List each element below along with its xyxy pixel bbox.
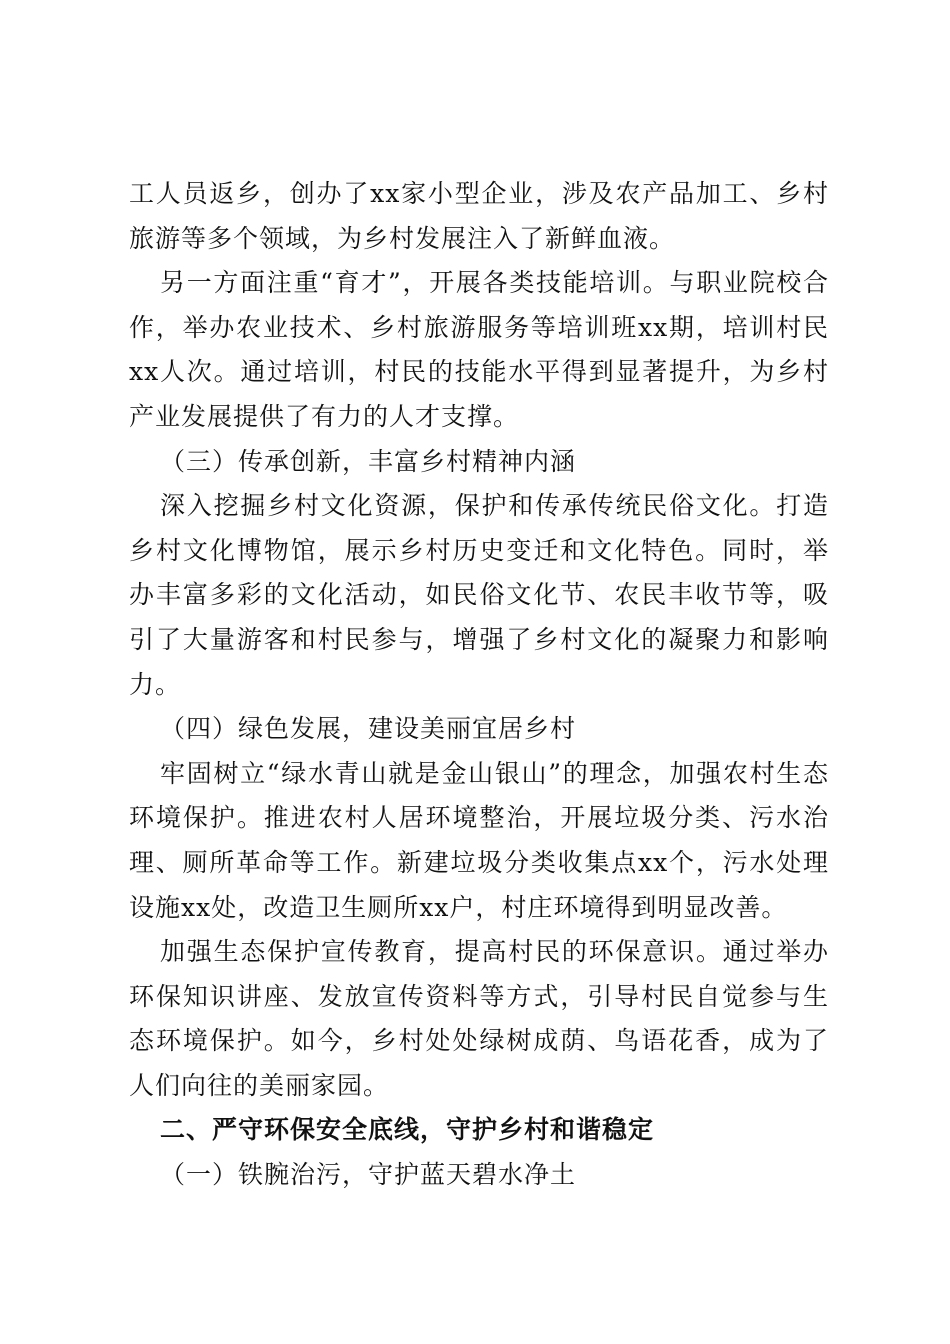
- paragraph-environment: 牢固树立“绿水青山就是金山银山”的理念，加强农村生态环境保护。推进农村人居环境整治，开展垃圾分类、污水治理、厕所革命等工作。新建垃圾分类收集点xx个，污水处理设施xx处，改造卫生厕所xx户，村庄环境得到明显改善。: [129, 758, 829, 922]
- subheading-culture: （三）传承创新，丰富乡村精神内涵: [160, 446, 577, 476]
- paragraph-talent-training: 另一方面注重“育才”，开展各类技能培训。与职业院校合作，举办农业技术、乡村旅游服务等培训班xx期，培训村民xx人次。通过培训，村民的技能水平得到显著提升，为乡村产业发展提供了有力的人才支撑。: [129, 268, 829, 431]
- document-body: [129, 172, 829, 1198]
- section-heading-2: 二、严守环保安全底线，守护乡村和谐稳定: [160, 1115, 655, 1145]
- subheading-green-development: （四）绿色发展，建设美丽宜居乡村: [160, 714, 577, 744]
- paragraph-eco-education: 加强生态保护宣传教育，提高村民的环保意识。通过举办环保知识讲座、发放宣传资料等方式，引导村民自觉参与生态环境保护。如今，乡村处处绿树成荫、鸟语花香，成为了人们向往的美丽家园。: [129, 937, 829, 1100]
- paragraph-culture: 深入挖掘乡村文化资源，保护和传承传统民俗文化。打造乡村文化博物馆，展示乡村历史变迁和文化特色。同时，举办丰富多彩的文化活动，如民俗文化节、农民丰收节等，吸引了大量游客和村民参与，增强了乡村文化的凝聚力和影响力。: [129, 491, 829, 699]
- paragraph-continuation: 工人员返乡，创办了xx家小型企业，涉及农产品加工、乡村旅游等多个领域，为乡村发展注入了新鲜血液。: [129, 179, 829, 253]
- subheading-pollution-control: （一）铁腕治污，守护蓝天碧水净土: [160, 1160, 577, 1190]
